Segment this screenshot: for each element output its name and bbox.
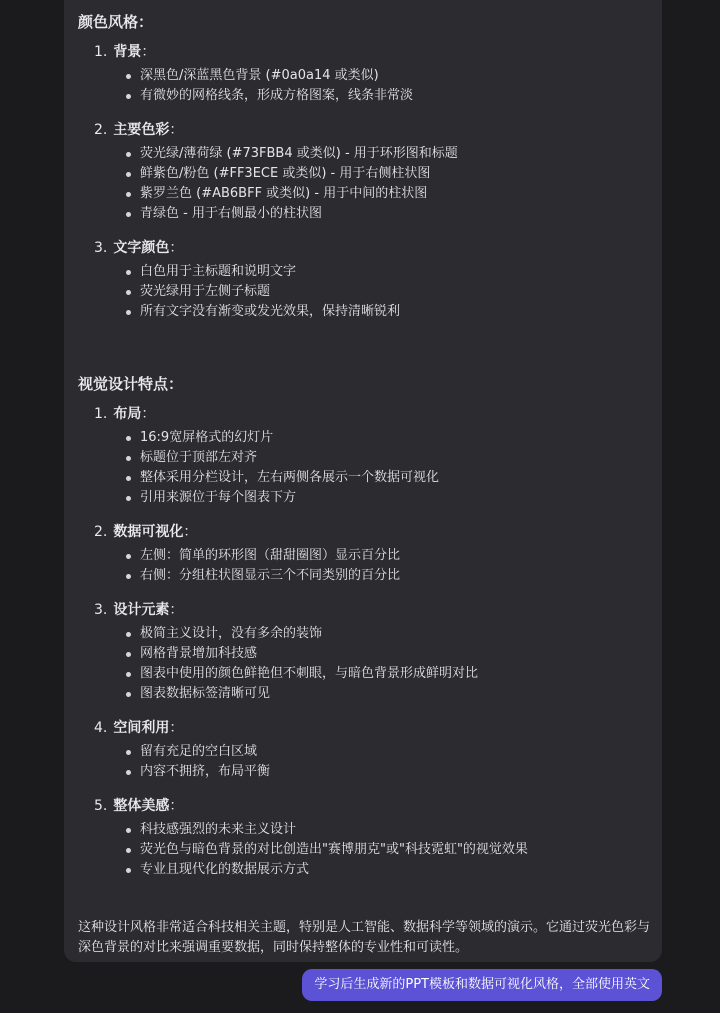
item-label: 空间利用 — [113, 720, 170, 736]
item-heading — [78, 796, 648, 816]
bullet-item: 右侧：分组柱状图显示三个不同类别的百分比 — [78, 566, 648, 586]
numbered-item — [78, 120, 648, 224]
item-label: 布局 — [113, 406, 142, 422]
bullet-list — [78, 144, 648, 224]
bullet-item: 专业且现代化的数据展示方式 — [78, 860, 648, 880]
bullet-list — [78, 624, 648, 704]
bullet-item: 科技感强烈的未来主义设计 — [78, 820, 648, 840]
color-style-list — [78, 42, 648, 322]
item-number: 1. — [94, 44, 108, 60]
numbered-item — [78, 600, 648, 704]
item-label: 背景 — [113, 44, 142, 60]
item-number: 5. — [94, 798, 108, 814]
numbered-item — [78, 404, 648, 508]
item-colon: ： — [141, 44, 156, 60]
item-number: 4. — [94, 720, 108, 736]
item-number: 2. — [94, 524, 108, 540]
item-colon: ： — [169, 720, 184, 736]
item-colon: ： — [183, 524, 198, 540]
numbered-item — [78, 718, 648, 782]
item-heading — [78, 718, 648, 738]
item-label: 主要色彩 — [113, 122, 170, 138]
bullet-list — [78, 428, 648, 508]
item-number: 3. — [94, 602, 108, 618]
item-number: 2. — [94, 122, 108, 138]
bullet-item: 网格背景增加科技感 — [78, 644, 648, 664]
numbered-item — [78, 796, 648, 880]
item-label: 数据可视化 — [113, 524, 184, 540]
user-message-bubble[interactable]: 学习后生成新的PPT模板和数据可视化风格，全部使用英文 — [302, 969, 662, 1001]
assistant-message — [64, 0, 662, 962]
visual-design-list — [78, 404, 648, 880]
bullet-item: 荧光色与暗色背景的对比创造出"赛博朋克"或"科技霓虹"的视觉效果 — [78, 840, 648, 860]
bullet-item: 引用来源位于每个图表下方 — [78, 488, 648, 508]
color-style-heading: 颜色风格： — [78, 13, 154, 31]
bullet-item: 极简主义设计，没有多余的装饰 — [78, 624, 648, 644]
bullet-list — [78, 742, 648, 782]
item-heading — [78, 120, 648, 140]
item-label: 整体美感 — [113, 798, 170, 814]
item-heading — [78, 522, 648, 542]
item-colon: ： — [169, 122, 184, 138]
item-colon: ： — [141, 406, 156, 422]
bullet-item: 有微妙的网格线条，形成方格图案，线条非常淡 — [78, 86, 648, 106]
bullet-item: 荧光绿用于左侧子标题 — [78, 282, 648, 302]
bullet-item: 深黑色/深蓝黑色背景 (#0a0a14 或类似) — [78, 66, 648, 86]
item-label: 设计元素 — [113, 602, 170, 618]
bullet-item: 荧光绿/薄荷绿 (#73FBB4 或类似) - 用于环形图和标题 — [78, 144, 648, 164]
closing-paragraph: 这种设计风格非常适合科技相关主题，特别是人工智能、数据科学等领域的演示。它通过荧光色彩与深色背景的对比来强调重要数据，同时保持整体的专业性和可读性。 — [78, 920, 651, 955]
item-colon: ： — [169, 602, 184, 618]
numbered-item — [78, 238, 648, 322]
bullet-item: 紫罗兰色 (#AB6BFF 或类似) - 用于中间的柱状图 — [78, 184, 648, 204]
bullet-item: 整体采用分栏设计，左右两侧各展示一个数据可视化 — [78, 468, 648, 488]
bullet-item: 图表数据标签清晰可见 — [78, 684, 648, 704]
bullet-item: 标题位于顶部左对齐 — [78, 448, 648, 468]
item-heading — [78, 404, 648, 424]
visual-design-heading: 视觉设计特点： — [78, 375, 184, 393]
item-colon: ： — [169, 240, 184, 256]
section-spacer — [78, 336, 648, 374]
bullet-item: 青绿色 - 用于右侧最小的柱状图 — [78, 204, 648, 224]
numbered-item — [78, 42, 648, 106]
bullet-item: 所有文字没有渐变或发光效果，保持清晰锐利 — [78, 302, 648, 322]
bullet-list — [78, 820, 648, 880]
bullet-item: 白色用于主标题和说明文字 — [78, 262, 648, 282]
item-heading — [78, 42, 648, 62]
item-heading — [78, 238, 648, 258]
bullet-item: 左侧：简单的环形图（甜甜圈图）显示百分比 — [78, 546, 648, 566]
bullet-item: 留有充足的空白区域 — [78, 742, 648, 762]
item-heading — [78, 600, 648, 620]
bullet-item: 内容不拥挤，布局平衡 — [78, 762, 648, 782]
item-colon: ： — [169, 798, 184, 814]
numbered-item — [78, 522, 648, 586]
item-label: 文字颜色 — [113, 240, 170, 256]
bullet-list — [78, 66, 648, 106]
bullet-list — [78, 262, 648, 322]
item-number: 3. — [94, 240, 108, 256]
bullet-item: 图表中使用的颜色鲜艳但不刺眼，与暗色背景形成鲜明对比 — [78, 664, 648, 684]
bullet-item: 16:9宽屏格式的幻灯片 — [78, 428, 648, 448]
item-number: 1. — [94, 406, 108, 422]
bullet-list — [78, 546, 648, 586]
bullet-item: 鲜紫色/粉色 (#FF3ECE 或类似) - 用于右侧柱状图 — [78, 164, 648, 184]
